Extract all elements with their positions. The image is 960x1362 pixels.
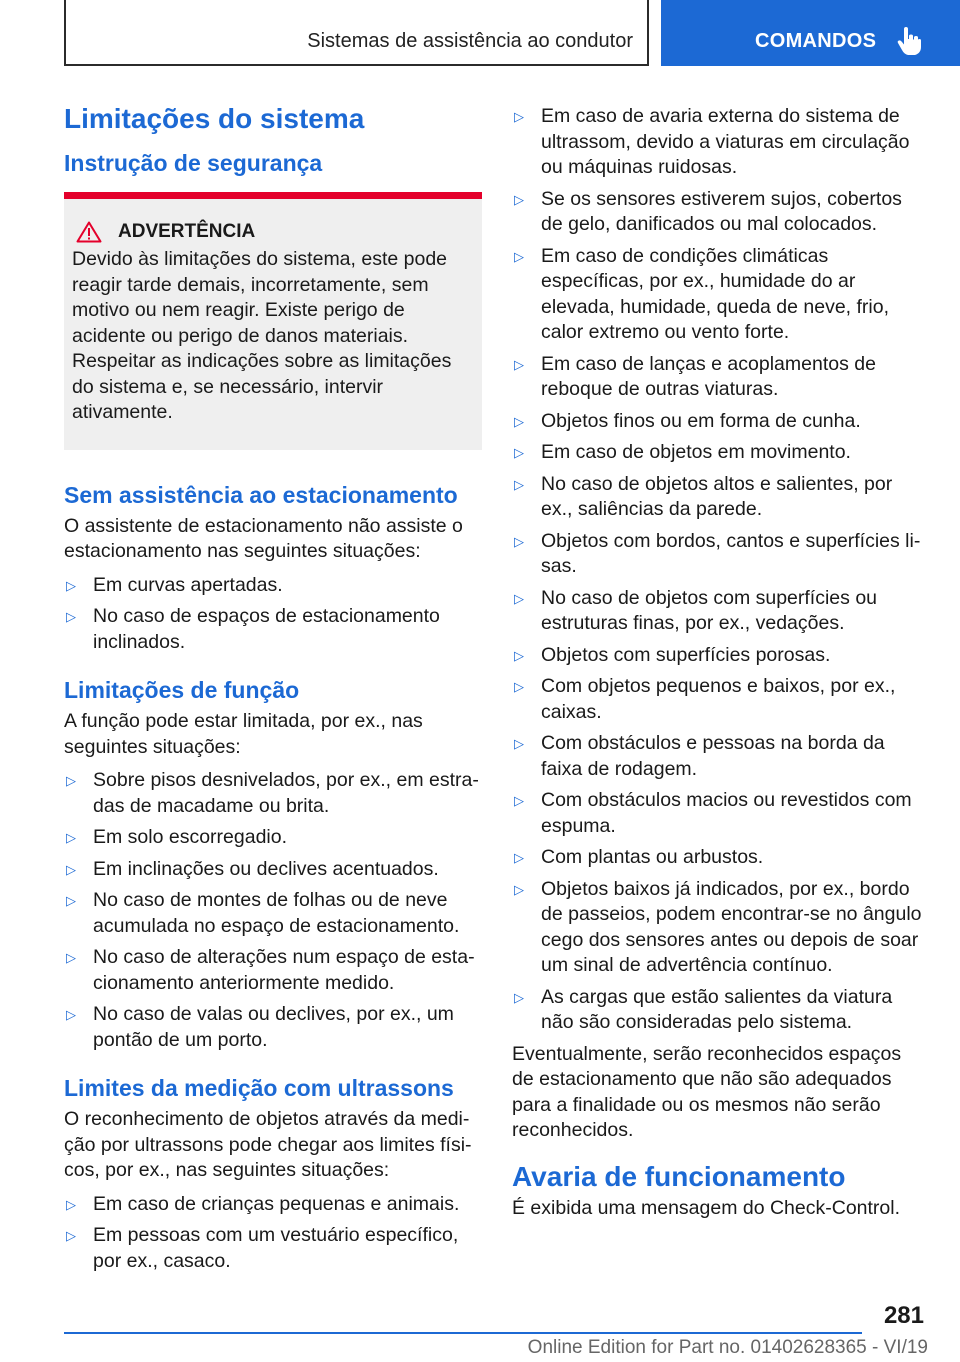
list-item: ▷ Se os sensores estiverem sujos, cobertos de gelo, danificados ou mal colocados. xyxy=(512,187,926,238)
list-item: ▷ Em caso de lanças e acoplamentos de reboque de outras viaturas. xyxy=(512,352,926,403)
triangle-bullet-icon: ▷ xyxy=(66,1228,76,1243)
right-column xyxy=(512,96,926,1221)
triangle-bullet-icon: ▷ xyxy=(66,1007,76,1022)
triangle-bullet-icon: ▷ xyxy=(66,577,76,593)
left-column xyxy=(64,96,482,1280)
list-item: ▷ No caso de montes de folhas ou de neve acumulada no espaço de estacionamento. xyxy=(64,888,482,939)
list-item: ▷ Sobre pisos desnivelados, por ex., em estradas de macadame ou brita. xyxy=(64,768,482,819)
page-header xyxy=(0,0,960,66)
list-item: ▷ No caso de alterações num espaço de estacionamento anteriormente medido. xyxy=(64,945,482,996)
list-item: ▷ No caso de objetos com superfícies ou estruturas finas, por ex., vedações. xyxy=(512,586,926,637)
triangle-bullet-icon: ▷ xyxy=(514,445,524,460)
triangle-bullet-icon: ▷ xyxy=(66,893,76,908)
chapter-tab-label: COMANDOS xyxy=(755,30,877,52)
triangle-bullet-icon: ▷ xyxy=(514,647,524,663)
list-item: ▷ Em pessoas com um vestuário específico, por ex., casaco. xyxy=(64,1223,482,1274)
bullet-list xyxy=(512,104,926,1036)
triangle-bullet-icon: ▷ xyxy=(66,861,76,877)
section-title-box xyxy=(64,0,649,66)
list-item: ▷ Objetos baixos já indicados, por ex., bordo de passeios, podem encontrar-se no ângulo cego dos sensores antes ou depois de soar um sinal de advertência contínuo. xyxy=(512,877,926,979)
list-item: ▷ Objetos com superfícies porosas. xyxy=(512,643,926,669)
list-item: ▷ Objetos com bordos, cantos e superfícies lisas. xyxy=(512,529,926,580)
list-item: ▷ No caso de espaços de estacionamento inclinados. xyxy=(64,604,482,655)
malfunction-heading: Avaria de funcionamento xyxy=(512,1160,846,1192)
list-item: ▷ No caso de objetos altos e salientes, por ex., saliências da parede. xyxy=(512,472,926,523)
triangle-bullet-icon: ▷ xyxy=(66,950,76,965)
bullet-list xyxy=(64,768,482,1053)
malfunction-text: É exibida uma mensagem do Check-Control. xyxy=(512,1196,901,1219)
triangle-bullet-icon: ▷ xyxy=(66,773,76,788)
list-item: ▷ Em caso de condições climáticas específicas, por ex., humidade do ar elevada, humidade, queda de neve, frio, calor extremo ou vento forte. xyxy=(512,244,926,346)
list-item: ▷ Com objetos pequenos e baixos, por ex., caixas. xyxy=(512,674,926,725)
page-title: Limitações do sistema xyxy=(64,103,365,134)
edition-note: Online Edition for Part no. 01402628365 - VI/19 xyxy=(527,1337,928,1358)
footer-divider xyxy=(64,1332,862,1334)
triangle-bullet-icon: ▷ xyxy=(514,590,524,606)
list-item: ▷ Com plantas ou arbustos. xyxy=(512,845,926,871)
list-item: ▷ Em solo escorregadio. xyxy=(64,825,482,851)
triangle-bullet-icon: ▷ xyxy=(66,609,76,624)
list-item: ▷ Em curvas apertadas. xyxy=(64,573,482,599)
triangle-bullet-icon: ▷ xyxy=(514,109,524,124)
triangle-bullet-icon: ▷ xyxy=(514,476,524,492)
triangle-bullet-icon: ▷ xyxy=(514,679,524,694)
triangle-bullet-icon: ▷ xyxy=(514,413,524,429)
section-heading: Limites da medição com ultrassons xyxy=(64,1075,454,1101)
warning-label: ADVERTÊNCIA xyxy=(118,221,256,242)
closing-paragraph: Eventualmente, serão reconhecidos espaços de estacionamento que não são adequados para a finalidade ou os mesmos não serão reconhecidos. xyxy=(512,1042,902,1141)
list-item: ▷ As cargas que estão salientes da viatura não são consideradas pelo sistema. xyxy=(512,985,926,1036)
triangle-bullet-icon: ▷ xyxy=(514,736,524,751)
triangle-bullet-icon: ▷ xyxy=(514,881,524,897)
triangle-bullet-icon: ▷ xyxy=(514,191,524,207)
section-heading: Limitações de função xyxy=(64,677,300,703)
page-number: 281 xyxy=(883,1302,924,1329)
section-heading: Sem assistência ao estacionamento xyxy=(64,481,458,508)
chapter-tab xyxy=(661,0,960,66)
section-intro: O reconhecimento de objetos através da medição por ultrassons pode chegar aos limites físicos, por ex., nas seguintes situações: xyxy=(64,1108,472,1181)
safety-subtitle: Instrução de segurança xyxy=(64,150,323,176)
triangle-bullet-icon: ▷ xyxy=(514,356,524,372)
hand-pointer-icon xyxy=(896,26,922,56)
bullet-list xyxy=(64,1192,482,1275)
warning-text: Devido às limitações do sistema, este pode reagir tarde demais, incorretamente, sem motivo ou nem reagir. Existe perigo de acidente ou perigo de danos materiais. Respeitar as indicações sobre as limitações do sistema e, se necessário, intervir ativamente. xyxy=(72,248,452,423)
triangle-bullet-icon: ▷ xyxy=(66,830,76,845)
triangle-bullet-icon: ▷ xyxy=(514,850,524,865)
list-item: ▷ Em caso de objetos em movimento. xyxy=(512,440,926,466)
section-intro: A função pode estar limitada, por ex., nas seguintes situações: xyxy=(64,710,423,758)
section-intro: O assistente de estacionamento não assiste o estacionamento nas seguintes situações: xyxy=(64,514,463,562)
list-item: ▷ Com obstáculos e pessoas na borda da faixa de rodagem. xyxy=(512,731,926,782)
section-title: Sistemas de assistência ao condutor xyxy=(307,30,633,52)
list-item: ▷ Em caso de avaria externa do sistema de ultrassom, devido a viaturas em circulação ou máquinas ruidosas. xyxy=(512,104,926,181)
warning-box xyxy=(64,192,482,450)
list-item: ▷ Objetos finos ou em forma de cunha. xyxy=(512,409,926,435)
triangle-bullet-icon: ▷ xyxy=(514,248,524,264)
triangle-bullet-icon: ▷ xyxy=(514,533,524,549)
triangle-bullet-icon: ▷ xyxy=(514,989,524,1005)
triangle-bullet-icon: ▷ xyxy=(66,1196,76,1212)
list-item: ▷ No caso de valas ou declives, por ex., um pontão de um porto. xyxy=(64,1002,482,1053)
list-item: ▷ Em inclinações ou declives acentuados. xyxy=(64,857,482,883)
warning-header xyxy=(72,221,474,243)
list-item: ▷ Em caso de crianças pequenas e animais. xyxy=(64,1192,482,1218)
triangle-bullet-icon: ▷ xyxy=(514,793,524,808)
bullet-list xyxy=(64,573,482,656)
list-item: ▷ Com obstáculos macios ou revestidos com espuma. xyxy=(512,788,926,839)
warning-triangle-icon xyxy=(76,221,102,243)
